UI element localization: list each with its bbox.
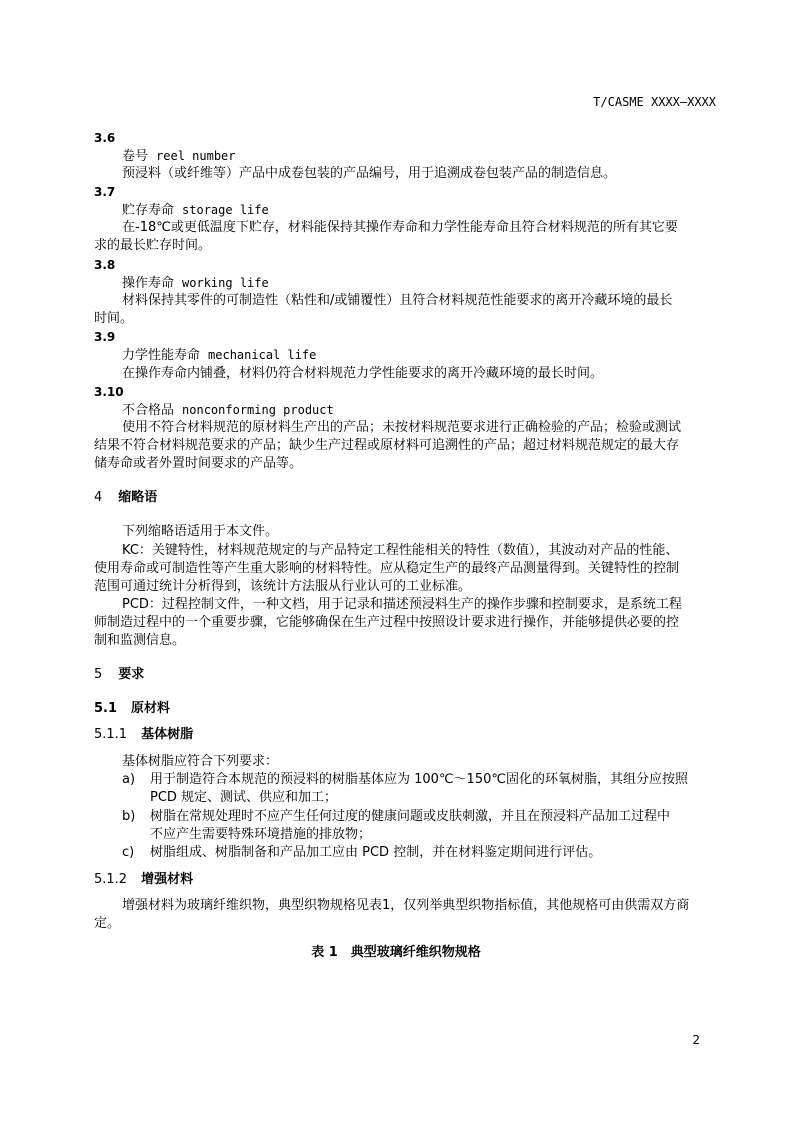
section-heading <box>94 666 144 684</box>
paragraph-line: 范围可通过统计分析得到，该统计方法服从行业认可的工业标准。 <box>94 579 472 594</box>
term-cn: 不合格品 <box>122 403 175 418</box>
section-number: 4 <box>94 490 103 505</box>
subsection-title: 原材料 <box>131 701 171 716</box>
term-en: mechanical life <box>208 348 317 362</box>
term-definition: 结果不符合材料规范要求的产品；缺少生产过程或原材料可追溯性的产品；超过材料规范规定的最大存 <box>94 438 680 453</box>
term-title <box>122 401 334 420</box>
term-definition: 在-18℃或更低温度下贮存，材料能保持其操作寿命和力学性能寿命且符合材料规范的所有其它要 <box>122 220 678 235</box>
subsection-heading <box>94 726 193 744</box>
paragraph: 下列缩略语适用于本文件。 <box>122 524 279 539</box>
list-text: 用于制造符合本规范的预浸料的树脂基体应为 100℃～150℃固化的环氧树脂，其组分应按照 <box>150 772 688 787</box>
paragraph-line: KC：关键特性，材料规范规定的与产品特定工程性能相关的特性（数值），其波动对产品的性能、 <box>122 543 679 558</box>
list-item <box>122 808 670 826</box>
list-text: 树脂组成、树脂制备和产品加工应由 PCD 控制，并在材料鉴定期间进行评估。 <box>150 845 602 860</box>
term-definition: 预浸料（或纤维等）产品中成卷包装的产品编号，用于追溯成卷包装产品的制造信息。 <box>122 166 617 181</box>
page-number: 2 <box>692 1033 700 1047</box>
subsection-number: 5.1.1 <box>94 727 128 742</box>
term-en: working life <box>182 276 269 290</box>
section-title: 缩略语 <box>118 490 158 505</box>
term-title <box>122 346 316 365</box>
section-title: 要求 <box>118 667 145 682</box>
term-number: 3.6 <box>94 131 116 145</box>
paragraph-line: PCD：过程控制文件，一种文档，用于记录和描述预浸料生产的操作步骤和控制要求，是系统工程 <box>122 597 682 612</box>
term-cn: 力学性能寿命 <box>122 348 201 363</box>
term-cn: 卷号 <box>122 149 149 164</box>
list-text: 不应产生需要特殊环境措施的排放物； <box>150 827 372 842</box>
term-en: reel number <box>156 149 236 163</box>
paragraph-line: 定。 <box>94 916 121 931</box>
term-definition: 储寿命或者外置时间要求的产品等。 <box>94 456 303 471</box>
paragraph-line: 师制造过程中的一个重要步骤，它能够确保在生产过程中按照设计要求进行操作，并能够提供必要的控 <box>94 615 680 630</box>
document-header: T/CASME XXXX—XXXX <box>593 95 716 109</box>
list-text: PCD 规定、测试、供应和加工； <box>150 790 338 805</box>
list-text: 树脂在常规处理时不应产生任何过度的健康问题或皮肤刺激，并且在预浸料产品加工过程中 <box>150 809 671 824</box>
list-item <box>122 771 688 789</box>
term-title <box>122 201 269 220</box>
list-item <box>122 844 601 862</box>
term-definition: 求的最长贮存时间。 <box>94 238 212 253</box>
paragraph-line: 制和监测信息。 <box>94 633 186 648</box>
term-cn: 操作寿命 <box>122 276 175 291</box>
term-number: 3.10 <box>94 385 124 399</box>
term-definition: 使用不符合材料规范的原材料生产出的产品；未按材料规范要求进行正确检验的产品；检验或测试 <box>122 420 682 435</box>
section-heading <box>94 489 157 507</box>
term-definition: 材料保持其零件的可制造性（粘性和/或铺覆性）且符合材料规范性能要求的离开冷藏环境的最长 <box>122 293 673 308</box>
table-caption: 表 1 典型玻璃纤维织物规格 <box>311 945 481 960</box>
subsection-heading <box>94 700 170 718</box>
paragraph: 基体树脂应符合下列要求： <box>122 754 279 769</box>
paragraph-line: 使用寿命或可制造性等产生重大影响的材料特性。应从稳定生产的最终产品测量得到。关键特性的控制 <box>94 561 680 576</box>
list-tag: b) <box>122 809 136 824</box>
subsection-heading <box>94 871 193 889</box>
list-tag: c) <box>122 845 135 860</box>
subsection-number: 5.1.2 <box>94 872 128 887</box>
term-title <box>122 147 236 166</box>
term-definition: 时间。 <box>94 311 134 326</box>
term-en: storage life <box>182 203 269 217</box>
term-definition: 在操作寿命内铺叠，材料仍符合材料规范力学性能要求的离开冷藏环境的最长时间。 <box>122 366 604 381</box>
subsection-title: 增强材料 <box>141 872 194 887</box>
term-number: 3.8 <box>94 258 116 272</box>
subsection-title: 基体树脂 <box>141 727 194 742</box>
list-tag: a) <box>122 772 136 787</box>
term-en: nonconforming product <box>182 403 334 417</box>
paragraph-line: 增强材料为玻璃纤维织物，典型织物规格见表1，仅列举典型织物指标值，其他规格可由供需双方商 <box>122 898 690 913</box>
term-number: 3.7 <box>94 185 116 199</box>
term-number: 3.9 <box>94 330 116 344</box>
term-title <box>122 274 269 293</box>
subsection-number: 5.1 <box>94 701 118 716</box>
section-number: 5 <box>94 667 103 682</box>
term-cn: 贮存寿命 <box>122 203 175 218</box>
